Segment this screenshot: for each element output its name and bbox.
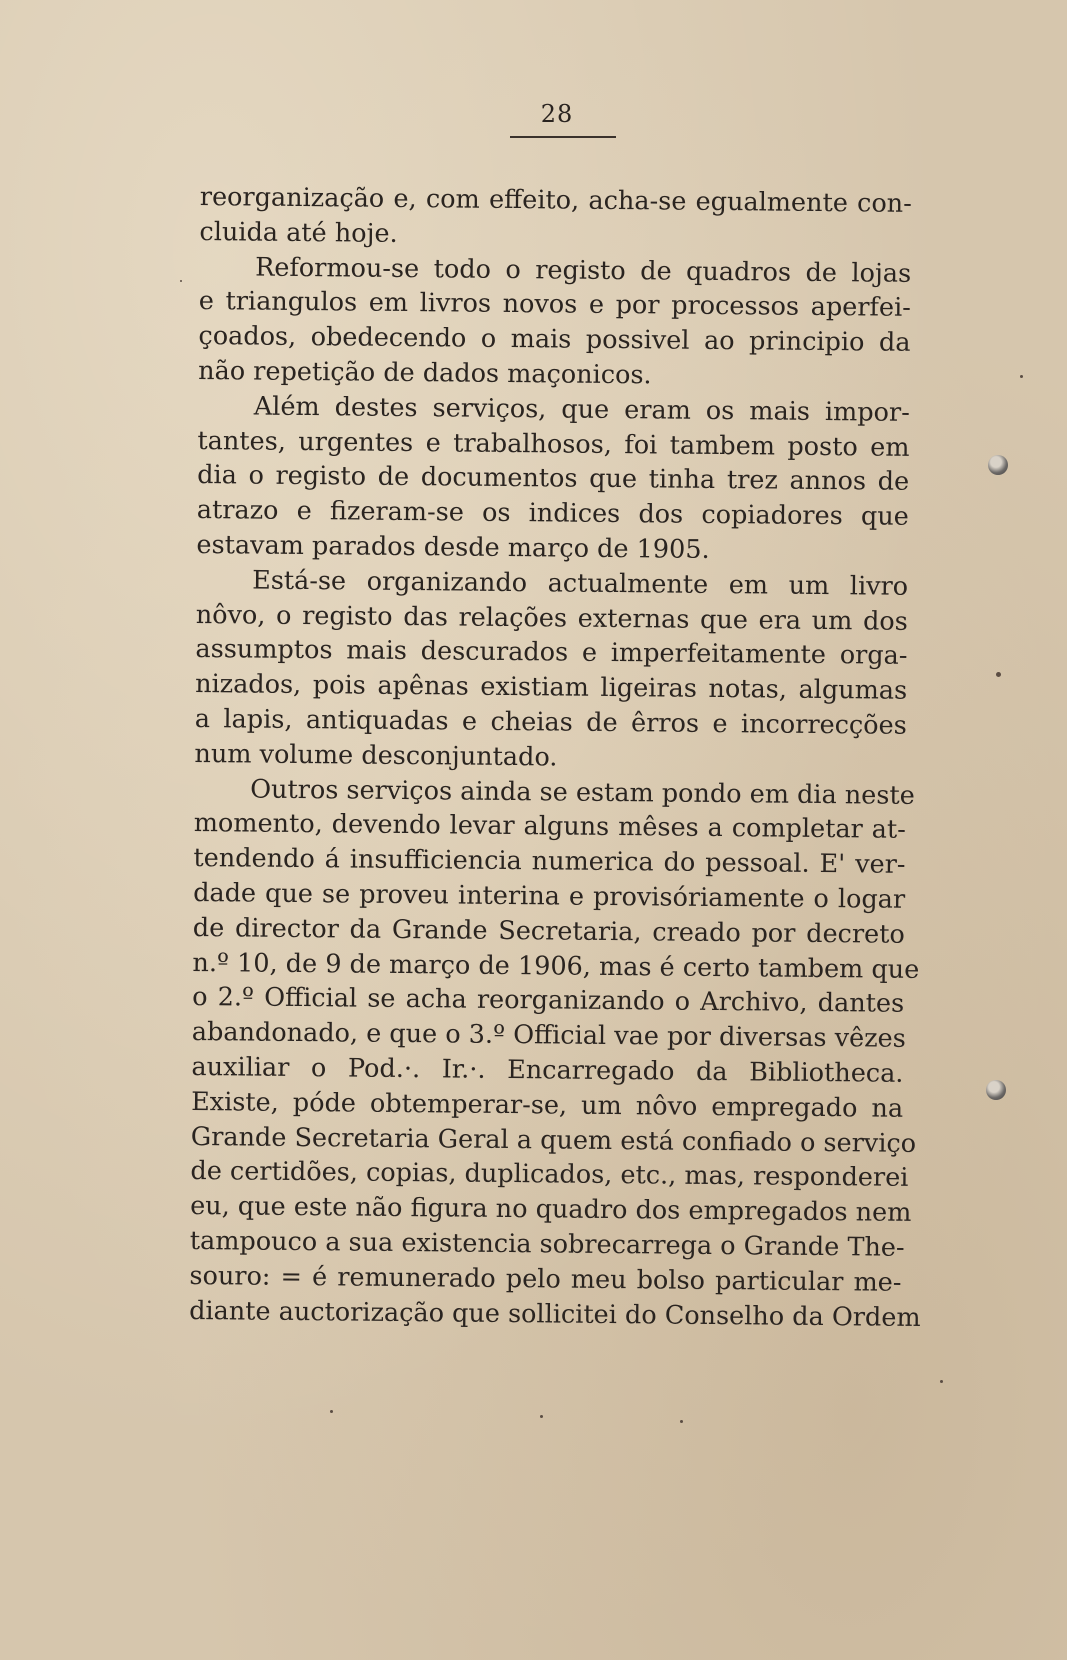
text-line: a lapis, antiquadas e cheias de êrros e incorrecções: [194, 703, 907, 741]
paper-speck: [1020, 375, 1023, 378]
text-line: dade que se proveu interina e provisóriamente o logar: [193, 877, 906, 915]
text-line: Grande Secretaria Geral a quem está confiado o serviço: [190, 1121, 917, 1159]
text-line: reorganização e, com effeito, acha-se egualmente con-: [199, 181, 912, 219]
text-line: não repetição de dados maçonicos.: [198, 355, 652, 391]
text-line: nôvo, o registo das relações externas que era um dos: [195, 599, 908, 637]
text-line: Está-se organizando actualmente em um livro: [252, 565, 909, 602]
text-line: atrazo e fizeram-se os indices dos copiadores que: [196, 495, 909, 532]
text-line: n.º 10, de 9 de março de 1906, mas é certo tambem que: [192, 947, 920, 985]
text-line: Além destes serviços, que eram os mais impor-: [253, 391, 910, 428]
text-line: tampouco a sua existencia sobrecarrega o Grande The-: [189, 1225, 905, 1263]
binding-hole-mark: [988, 455, 1008, 475]
binding-hole-mark: [986, 1080, 1006, 1100]
text-line: tantes, urgentes e trabalhosos, foi tambem posto em: [197, 425, 910, 463]
text-line: momento, devendo levar alguns mêses a completar at-: [193, 808, 906, 846]
text-line: souro: = é remunerado pelo meu bolso particular me-: [189, 1260, 902, 1298]
paper-speck: [330, 1410, 333, 1413]
text-line: de director da Grande Secretaria, creado por decreto: [192, 912, 905, 950]
paper-speck: [540, 1415, 543, 1418]
text-line: e triangulos em livros novos e por processos aperfei-: [198, 286, 911, 324]
paper-speck: [180, 280, 182, 282]
text-line: de certidões, copias, duplicados, etc., mas, responderei: [190, 1156, 909, 1194]
text-line: estavam parados desde março de 1905.: [196, 529, 710, 565]
page-number-rule: [510, 136, 616, 138]
text-line: diante auctorização que sollicitei do Conselho da Ordem: [189, 1295, 921, 1333]
paper-speck: [680, 1420, 683, 1423]
text-line: Existe, póde obtemperar-se, um nôvo empregado na: [191, 1086, 904, 1124]
text-line: Outros serviços ainda se estam pondo em dia neste: [250, 774, 915, 811]
text-line: dia o registo de documentos que tinha trez annos de: [197, 460, 910, 498]
text-line: Reformou-se todo o registo de quadros de lojas: [255, 252, 912, 289]
text-line: auxiliar o Pod.·. Ir.·. Encarregado da Bibliotheca.: [191, 1051, 904, 1089]
body-text: [189, 180, 921, 1335]
text-line: tendendo á insufficiencia numerica do pessoal. E' ver-: [193, 843, 906, 880]
text-line: çoados, obedecendo o mais possivel ao principio da: [198, 321, 911, 359]
paper-speck: [996, 672, 1001, 677]
text-line: cluida até hoje.: [199, 216, 398, 249]
text-line: o 2.º Official se acha reorganizando o Archivo, dantes: [192, 982, 905, 1020]
text-line: assumptos mais descurados e imperfeitamente orga-: [195, 634, 908, 672]
text-line: eu, que este não figura no quadro dos empregados nem: [190, 1191, 912, 1228]
page-number: 28: [540, 100, 574, 128]
text-line: num volume desconjuntado.: [194, 738, 558, 773]
text-line: nizados, pois apênas existiam ligeiras notas, algumas: [195, 669, 908, 706]
text-line: abandonado, e que o 3.º Official vae por diversas vêzes: [191, 1017, 906, 1054]
paper-speck: [940, 1380, 943, 1383]
